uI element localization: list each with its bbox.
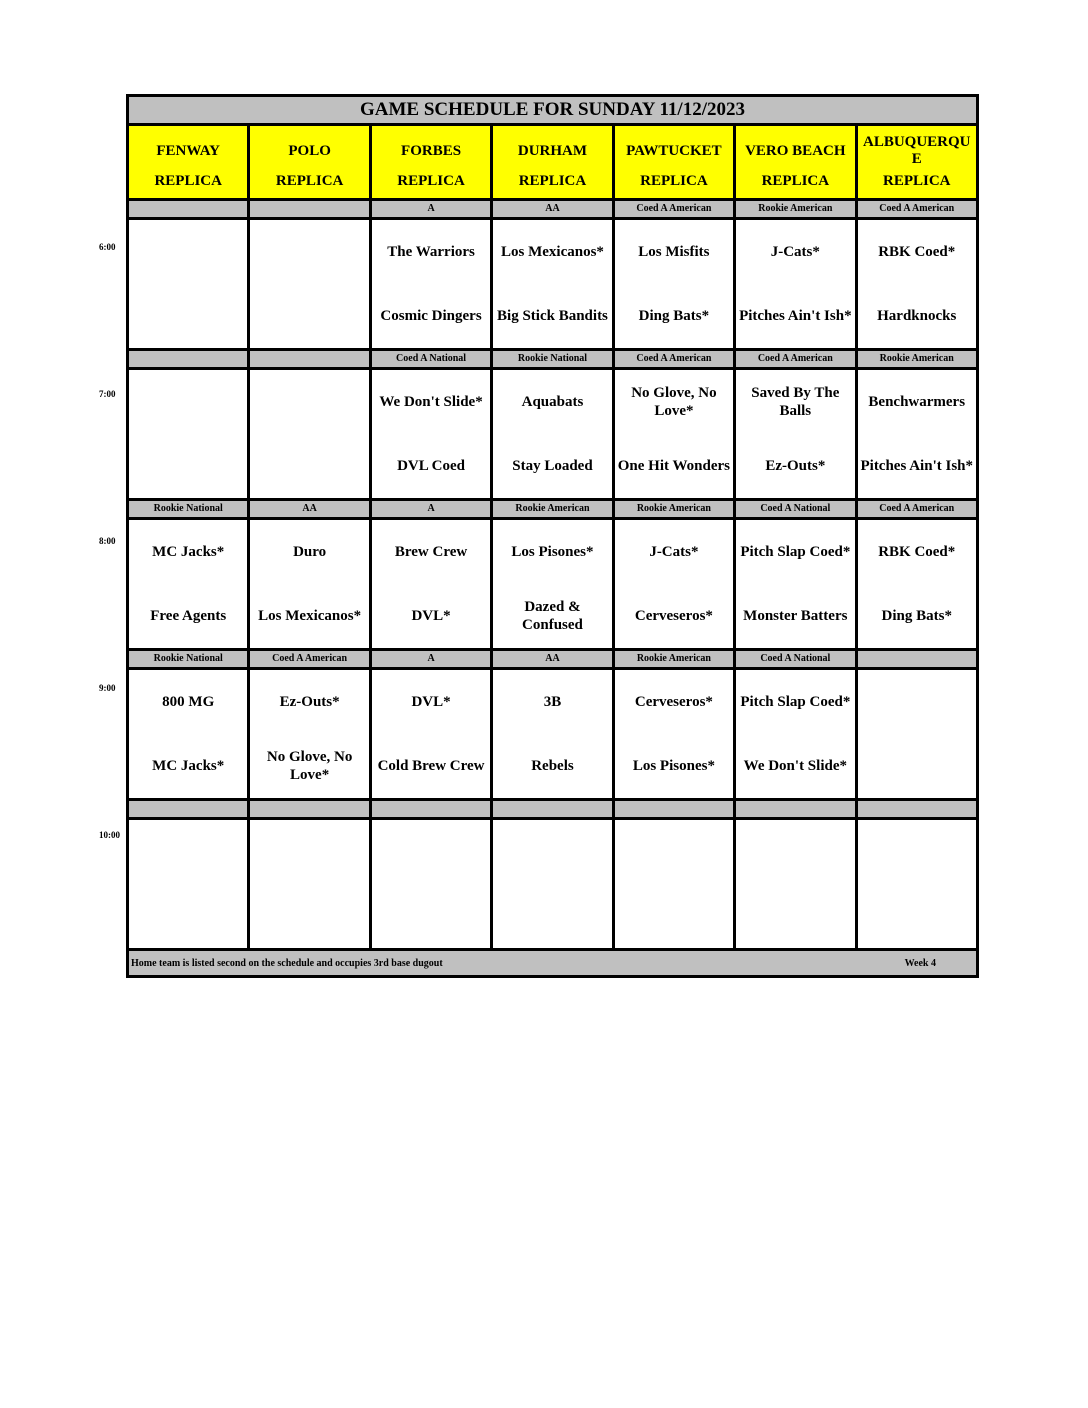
field-name: ALBUQUERQU E xyxy=(862,134,971,167)
week-label: Week 4 xyxy=(904,957,936,969)
field-subtitle: REPLICA xyxy=(154,172,222,189)
game-cell xyxy=(129,670,250,798)
game-cell xyxy=(736,520,857,648)
division-label xyxy=(250,801,371,817)
home-team: Stay Loaded xyxy=(512,458,593,474)
away-team xyxy=(493,820,611,884)
home-team: DVL Coed xyxy=(397,458,466,474)
home-team: One Hit Wonders xyxy=(617,458,731,474)
schedule-table xyxy=(126,94,979,978)
game-cell xyxy=(372,370,493,498)
game-cell xyxy=(858,670,976,798)
time-label: 10:00 xyxy=(99,830,120,840)
field-name: VERO BEACH xyxy=(745,142,846,159)
home-team: Los Mexicanos* xyxy=(258,608,362,624)
field-name: POLO xyxy=(288,142,331,159)
game-row xyxy=(129,670,976,801)
home-team xyxy=(615,884,733,948)
away-team: Pitch Slap Coed* xyxy=(740,544,851,560)
home-team: Big Stick Bandits xyxy=(497,308,608,324)
division-label: Coed A American xyxy=(858,501,976,517)
division-label: Coed A American xyxy=(615,201,736,217)
game-cell xyxy=(858,220,976,348)
division-label: A xyxy=(372,501,493,517)
away-team: Benchwarmers xyxy=(868,394,966,410)
away-team xyxy=(250,220,368,284)
home-team: Cold Brew Crew xyxy=(377,758,485,774)
division-label: Coed A American xyxy=(615,351,736,367)
home-team xyxy=(129,884,247,948)
away-team xyxy=(129,820,247,884)
division-label: Rookie American xyxy=(858,351,976,367)
home-team-note: Home team is listed second on the schedule and occupies 3rd base dugout xyxy=(131,957,443,969)
schedule-footer xyxy=(129,951,976,975)
home-team: Pitches Ain't Ish* xyxy=(860,458,973,474)
away-team xyxy=(129,220,247,284)
division-label: Coed A American xyxy=(736,351,857,367)
away-team xyxy=(250,820,368,884)
home-team: MC Jacks* xyxy=(152,758,225,774)
game-cell xyxy=(493,670,614,798)
away-team: No Glove, No Love* xyxy=(631,385,717,419)
game-cell xyxy=(736,670,857,798)
division-label xyxy=(736,801,857,817)
away-team: Duro xyxy=(293,544,327,560)
field-subtitle: REPLICA xyxy=(761,172,830,189)
away-team: MC Jacks* xyxy=(152,544,225,560)
away-team: J-Cats* xyxy=(770,244,820,260)
field-header xyxy=(129,126,250,198)
game-cell xyxy=(493,370,614,498)
away-team: RBK Coed* xyxy=(878,544,956,560)
home-team: Hardknocks xyxy=(877,308,957,324)
game-row xyxy=(129,370,976,501)
away-team: Ez-Outs* xyxy=(279,694,340,710)
home-team: Ding Bats* xyxy=(881,608,952,624)
home-team xyxy=(858,884,976,948)
game-cell xyxy=(858,520,976,648)
away-team: Brew Crew xyxy=(394,544,468,560)
schedule-title: GAME SCHEDULE FOR SUNDAY 11/12/2023 xyxy=(129,97,976,126)
division-label: Rookie American xyxy=(615,501,736,517)
away-team: Los Pisones* xyxy=(511,544,594,560)
home-team xyxy=(129,434,247,498)
division-row xyxy=(129,801,976,820)
away-team: Los Misfits xyxy=(638,244,710,260)
game-cell xyxy=(372,520,493,648)
game-cell xyxy=(615,820,736,948)
game-cell xyxy=(858,820,976,948)
home-team xyxy=(858,734,976,798)
away-team: Saved By The Balls xyxy=(751,385,840,419)
division-row xyxy=(129,501,976,520)
home-team xyxy=(250,884,368,948)
away-team xyxy=(858,670,976,734)
game-cell xyxy=(250,370,371,498)
division-label: Rookie American xyxy=(493,501,614,517)
division-label: A xyxy=(372,651,493,667)
home-team xyxy=(250,434,368,498)
game-cell xyxy=(129,820,250,948)
away-team: RBK Coed* xyxy=(878,244,956,260)
field-subtitle: REPLICA xyxy=(882,172,951,189)
away-team: 800 MG xyxy=(162,694,215,710)
game-row xyxy=(129,820,976,951)
game-cell xyxy=(372,220,493,348)
division-label: AA xyxy=(493,651,614,667)
game-cell xyxy=(615,670,736,798)
division-row xyxy=(129,351,976,370)
field-header xyxy=(372,126,493,198)
field-name: DURHAM xyxy=(517,142,588,159)
game-cell xyxy=(493,520,614,648)
away-team xyxy=(129,370,247,434)
field-subtitle: REPLICA xyxy=(518,172,587,189)
game-cell xyxy=(372,820,493,948)
division-label xyxy=(129,201,250,217)
time-label: 9:00 xyxy=(99,683,116,693)
game-cell xyxy=(250,820,371,948)
home-team: Rebels xyxy=(531,758,574,774)
division-label: Coed A American xyxy=(250,651,371,667)
division-label xyxy=(858,801,976,817)
game-row xyxy=(129,220,976,351)
field-header xyxy=(736,126,857,198)
away-team: J-Cats* xyxy=(649,544,699,560)
game-row xyxy=(129,520,976,651)
away-team: The Warriors xyxy=(387,244,475,260)
division-label: Rookie American xyxy=(736,201,857,217)
game-cell xyxy=(372,670,493,798)
division-label: Coed A National xyxy=(372,351,493,367)
division-label: Rookie American xyxy=(615,651,736,667)
time-label: 6:00 xyxy=(99,242,116,252)
game-cell xyxy=(858,370,976,498)
home-team: Cerveseros* xyxy=(634,608,713,624)
game-cell xyxy=(736,220,857,348)
home-team xyxy=(736,884,854,948)
game-cell xyxy=(615,220,736,348)
game-cell xyxy=(129,370,250,498)
home-team: Pitches Ain't Ish* xyxy=(739,308,852,324)
home-team: Ding Bats* xyxy=(638,308,710,324)
division-label: AA xyxy=(250,501,371,517)
away-team: Pitch Slap Coed* xyxy=(740,694,851,710)
game-cell xyxy=(736,820,857,948)
field-header xyxy=(493,126,614,198)
field-header xyxy=(615,126,736,198)
field-header-row xyxy=(129,126,976,201)
home-team: No Glove, No Love* xyxy=(266,749,353,783)
home-team: Free Agents xyxy=(150,608,227,624)
division-label xyxy=(250,201,371,217)
home-team: Dazed & Confused xyxy=(522,599,583,633)
home-team: Monster Batters xyxy=(743,608,848,624)
game-cell xyxy=(493,820,614,948)
away-team xyxy=(858,820,976,884)
field-header xyxy=(250,126,371,198)
division-label xyxy=(129,351,250,367)
game-cell xyxy=(250,670,371,798)
field-name: PAWTUCKET xyxy=(626,142,722,159)
away-team: We Don't Slide* xyxy=(379,394,483,410)
division-label: Rookie National xyxy=(129,651,250,667)
away-team: Los Mexicanos* xyxy=(501,244,604,260)
away-team: 3B xyxy=(543,694,562,710)
division-label: A xyxy=(372,201,493,217)
home-team xyxy=(129,284,247,348)
time-label: 7:00 xyxy=(99,389,116,399)
field-header xyxy=(858,126,976,198)
division-label xyxy=(372,801,493,817)
division-label: Coed A National xyxy=(736,651,857,667)
time-label: 8:00 xyxy=(99,536,116,546)
division-label xyxy=(250,351,371,367)
game-cell xyxy=(129,520,250,648)
home-team xyxy=(372,884,490,948)
division-label xyxy=(858,651,976,667)
game-cell xyxy=(250,520,371,648)
field-subtitle: REPLICA xyxy=(397,172,465,189)
home-team xyxy=(250,284,368,348)
division-label: AA xyxy=(493,201,614,217)
division-label xyxy=(129,801,250,817)
division-row xyxy=(129,201,976,220)
home-team: Ez-Outs* xyxy=(765,458,826,474)
away-team: Aquabats xyxy=(521,394,584,410)
division-label: Coed A National xyxy=(736,501,857,517)
division-label: Coed A American xyxy=(858,201,976,217)
away-team: DVL* xyxy=(411,694,451,710)
away-team xyxy=(372,820,490,884)
away-team: Cerveseros* xyxy=(634,694,713,710)
field-name: FORBES xyxy=(401,142,462,159)
game-cell xyxy=(493,220,614,348)
away-team xyxy=(615,820,733,884)
home-team: We Don't Slide* xyxy=(743,758,847,774)
division-label xyxy=(615,801,736,817)
game-cell xyxy=(736,370,857,498)
field-subtitle: REPLICA xyxy=(275,172,344,189)
field-name: FENWAY xyxy=(156,142,221,159)
away-team xyxy=(250,370,368,434)
home-team: Los Pisones* xyxy=(632,758,715,774)
division-row xyxy=(129,651,976,670)
game-cell xyxy=(615,370,736,498)
field-subtitle: REPLICA xyxy=(640,172,708,189)
game-cell xyxy=(129,220,250,348)
division-label: Rookie National xyxy=(129,501,250,517)
division-label xyxy=(493,801,614,817)
time-slots xyxy=(129,201,976,951)
game-cell xyxy=(250,220,371,348)
home-team xyxy=(493,884,611,948)
game-cell xyxy=(615,520,736,648)
home-team: DVL* xyxy=(411,608,451,624)
away-team xyxy=(736,820,854,884)
division-label: Rookie National xyxy=(493,351,614,367)
home-team: Cosmic Dingers xyxy=(380,308,482,324)
